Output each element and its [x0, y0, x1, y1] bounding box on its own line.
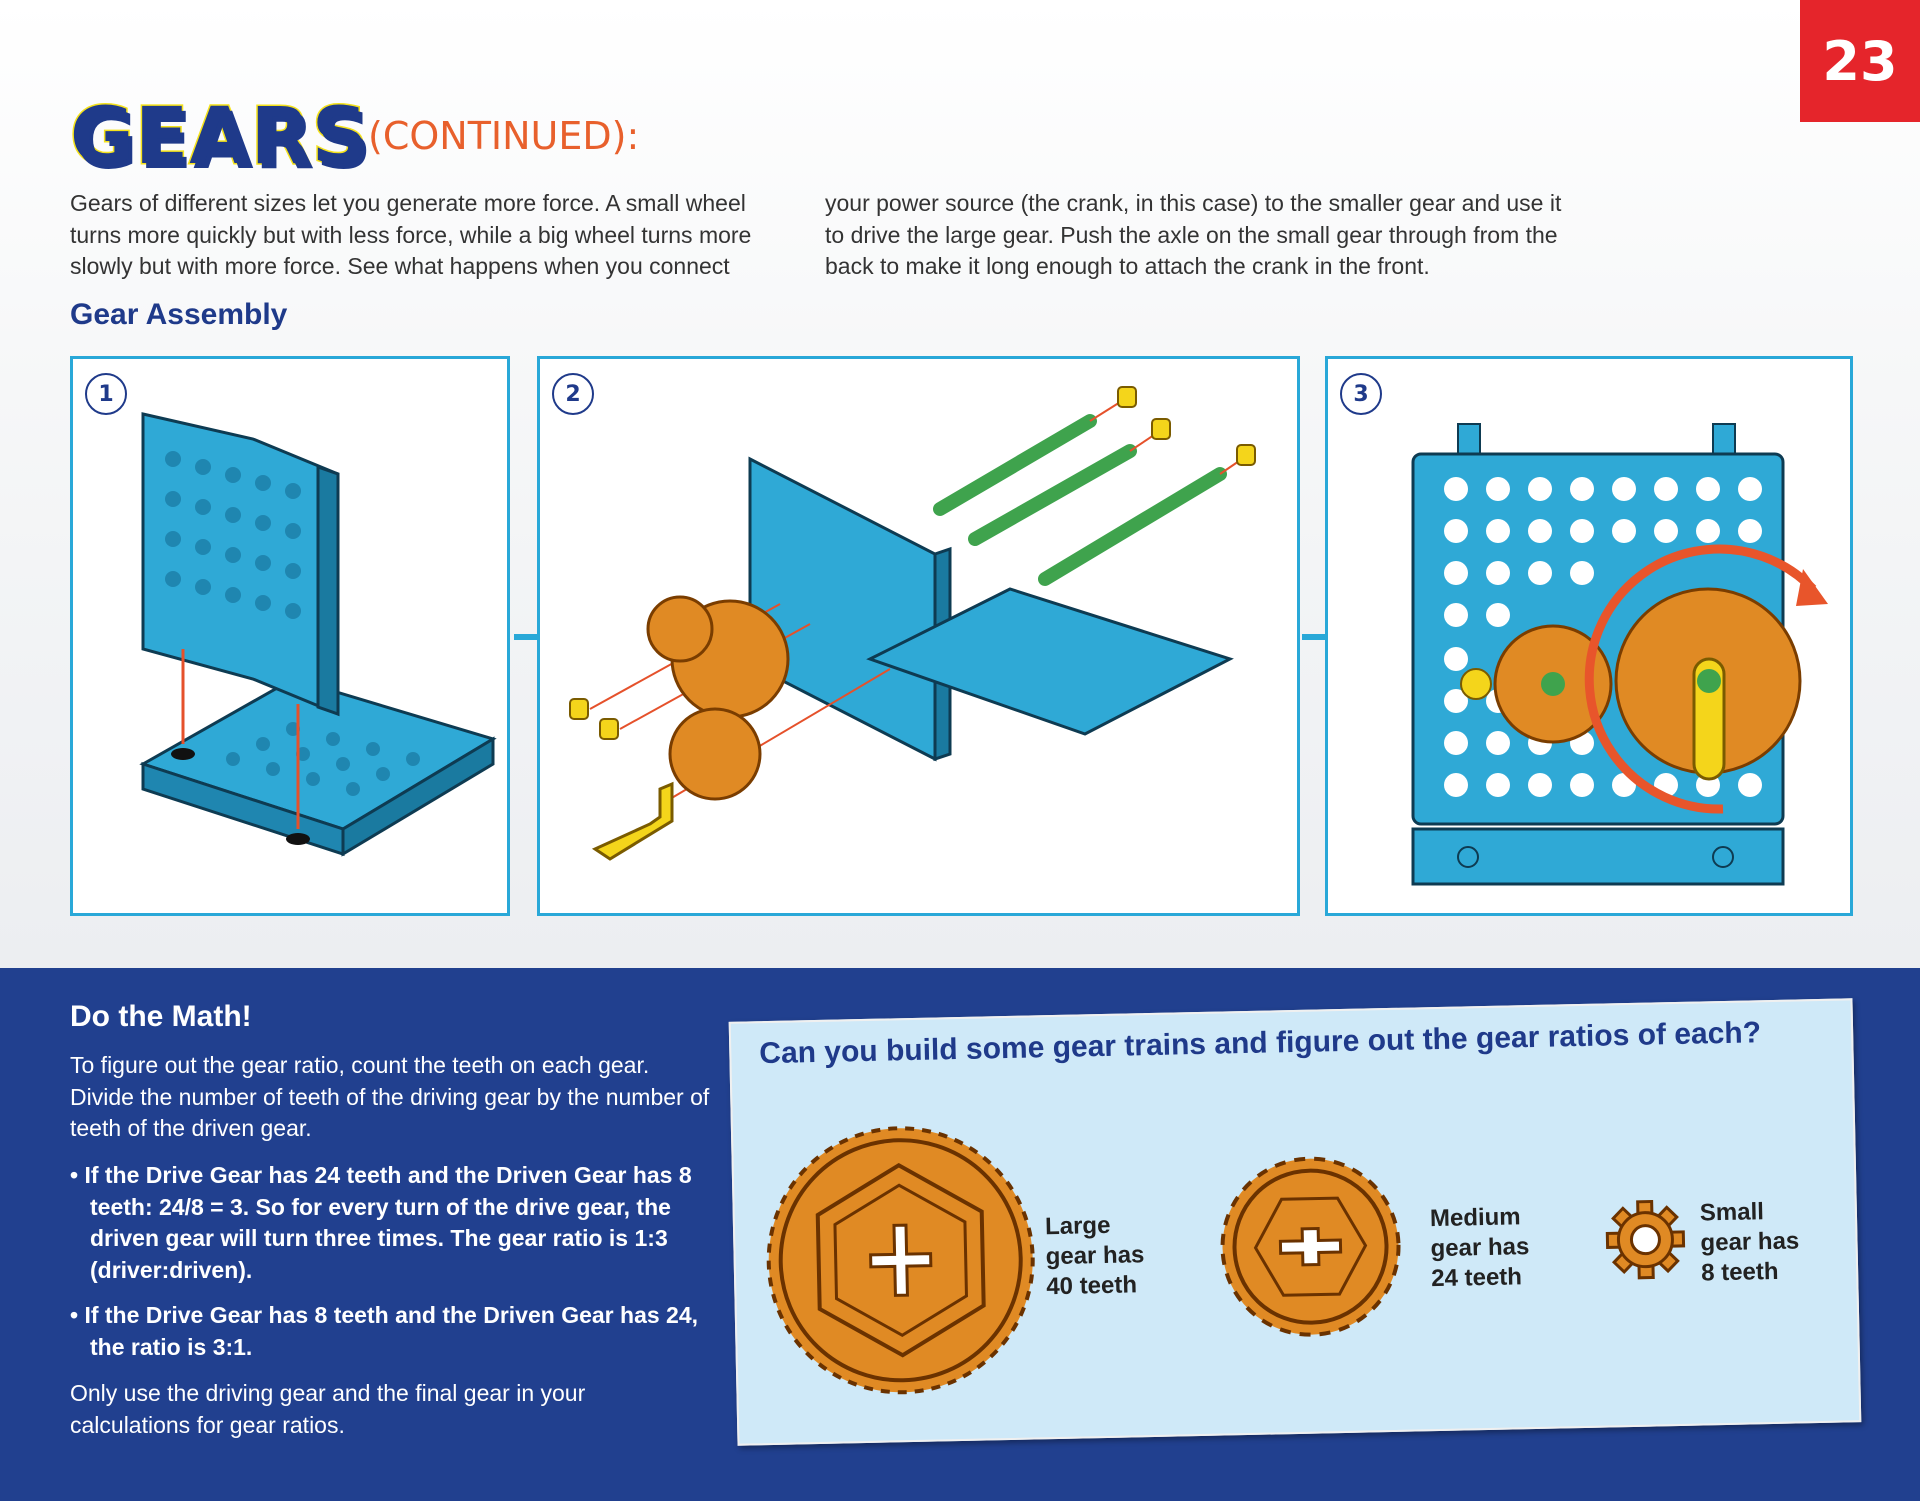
intro-text-left: Gears of different sizes let you generate more force. A small wheel turns more quickly but with less force, while a big wheel turns more slowly but with more force. See what happens when you connect	[70, 190, 752, 279]
math-bullet-1-text: If the Drive Gear has 24 teeth and the Driven Gear has 8 teeth: 24/8 = 3. So for every turn of the drive gear, the driven gear will turn three times. The gear ratio is 1:3 (driver:driven).	[84, 1162, 692, 1283]
large-gear-label: Large gear has 40 teeth	[1044, 1211, 1145, 1301]
assembled-gears-illustration	[1328, 359, 1850, 913]
math-paragraph: To figure out the gear ratio, count the teeth on each gear. Divide the number of teeth of the driving gear by the number of teeth of the driven gear.	[70, 1052, 710, 1141]
assembly-step-2-panel	[537, 356, 1300, 916]
gear-assembly-heading: Gear Assembly	[70, 298, 288, 331]
math-bullet-1: • If the Drive Gear has 24 teeth and the Driven Gear has 8 teeth: 24/8 = 3. So for every turn of the drive gear, the driven gear will turn three times. The gear ratio is 1:3 (driver:driven).	[70, 1162, 692, 1283]
math-bullet-2: • If the Drive Gear has 8 teeth and the Driven Gear has 24, the ratio is 3:1.	[70, 1302, 699, 1360]
small-gear-icon	[1600, 1194, 1692, 1286]
page-title: GEARS	[70, 92, 369, 182]
gear-ratio-challenge-card	[729, 998, 1862, 1445]
step-number: 2	[552, 373, 594, 415]
assembly-step-3-panel	[1325, 356, 1853, 916]
challenge-question: Can you build some gear trains and figure out the gear ratios of each?	[759, 1016, 1762, 1071]
step-number: 1	[85, 373, 127, 415]
page-subtitle: (CONTINUED):	[368, 114, 640, 158]
assembly-step-1-panel	[70, 356, 510, 916]
step-number: 3	[1340, 373, 1382, 415]
do-the-math-heading: Do the Math!	[70, 1000, 252, 1033]
math-bullet-2-text: If the Drive Gear has 8 teeth and the Driven Gear has 24, the ratio is 3:1.	[84, 1302, 699, 1360]
intro-text-right: your power source (the crank, in this case) to the smaller gear and use it to drive the large gear. Push the axle on the small gear through from the back to make it long enough to attach the crank in the front.	[825, 190, 1562, 279]
pegboard-stand-illustration	[73, 359, 507, 913]
small-gear-label: Small gear has 8 teeth	[1699, 1198, 1800, 1287]
page-number: 23	[1800, 0, 1920, 122]
math-footer: Only use the driving gear and the final gear in your calculations for gear ratios.	[70, 1380, 586, 1438]
large-gear-icon	[753, 1112, 1049, 1408]
medium-gear-icon	[1208, 1145, 1412, 1349]
exploded-gear-illustration	[540, 359, 1297, 913]
medium-gear-label: Medium gear has 24 teeth	[1429, 1203, 1530, 1293]
